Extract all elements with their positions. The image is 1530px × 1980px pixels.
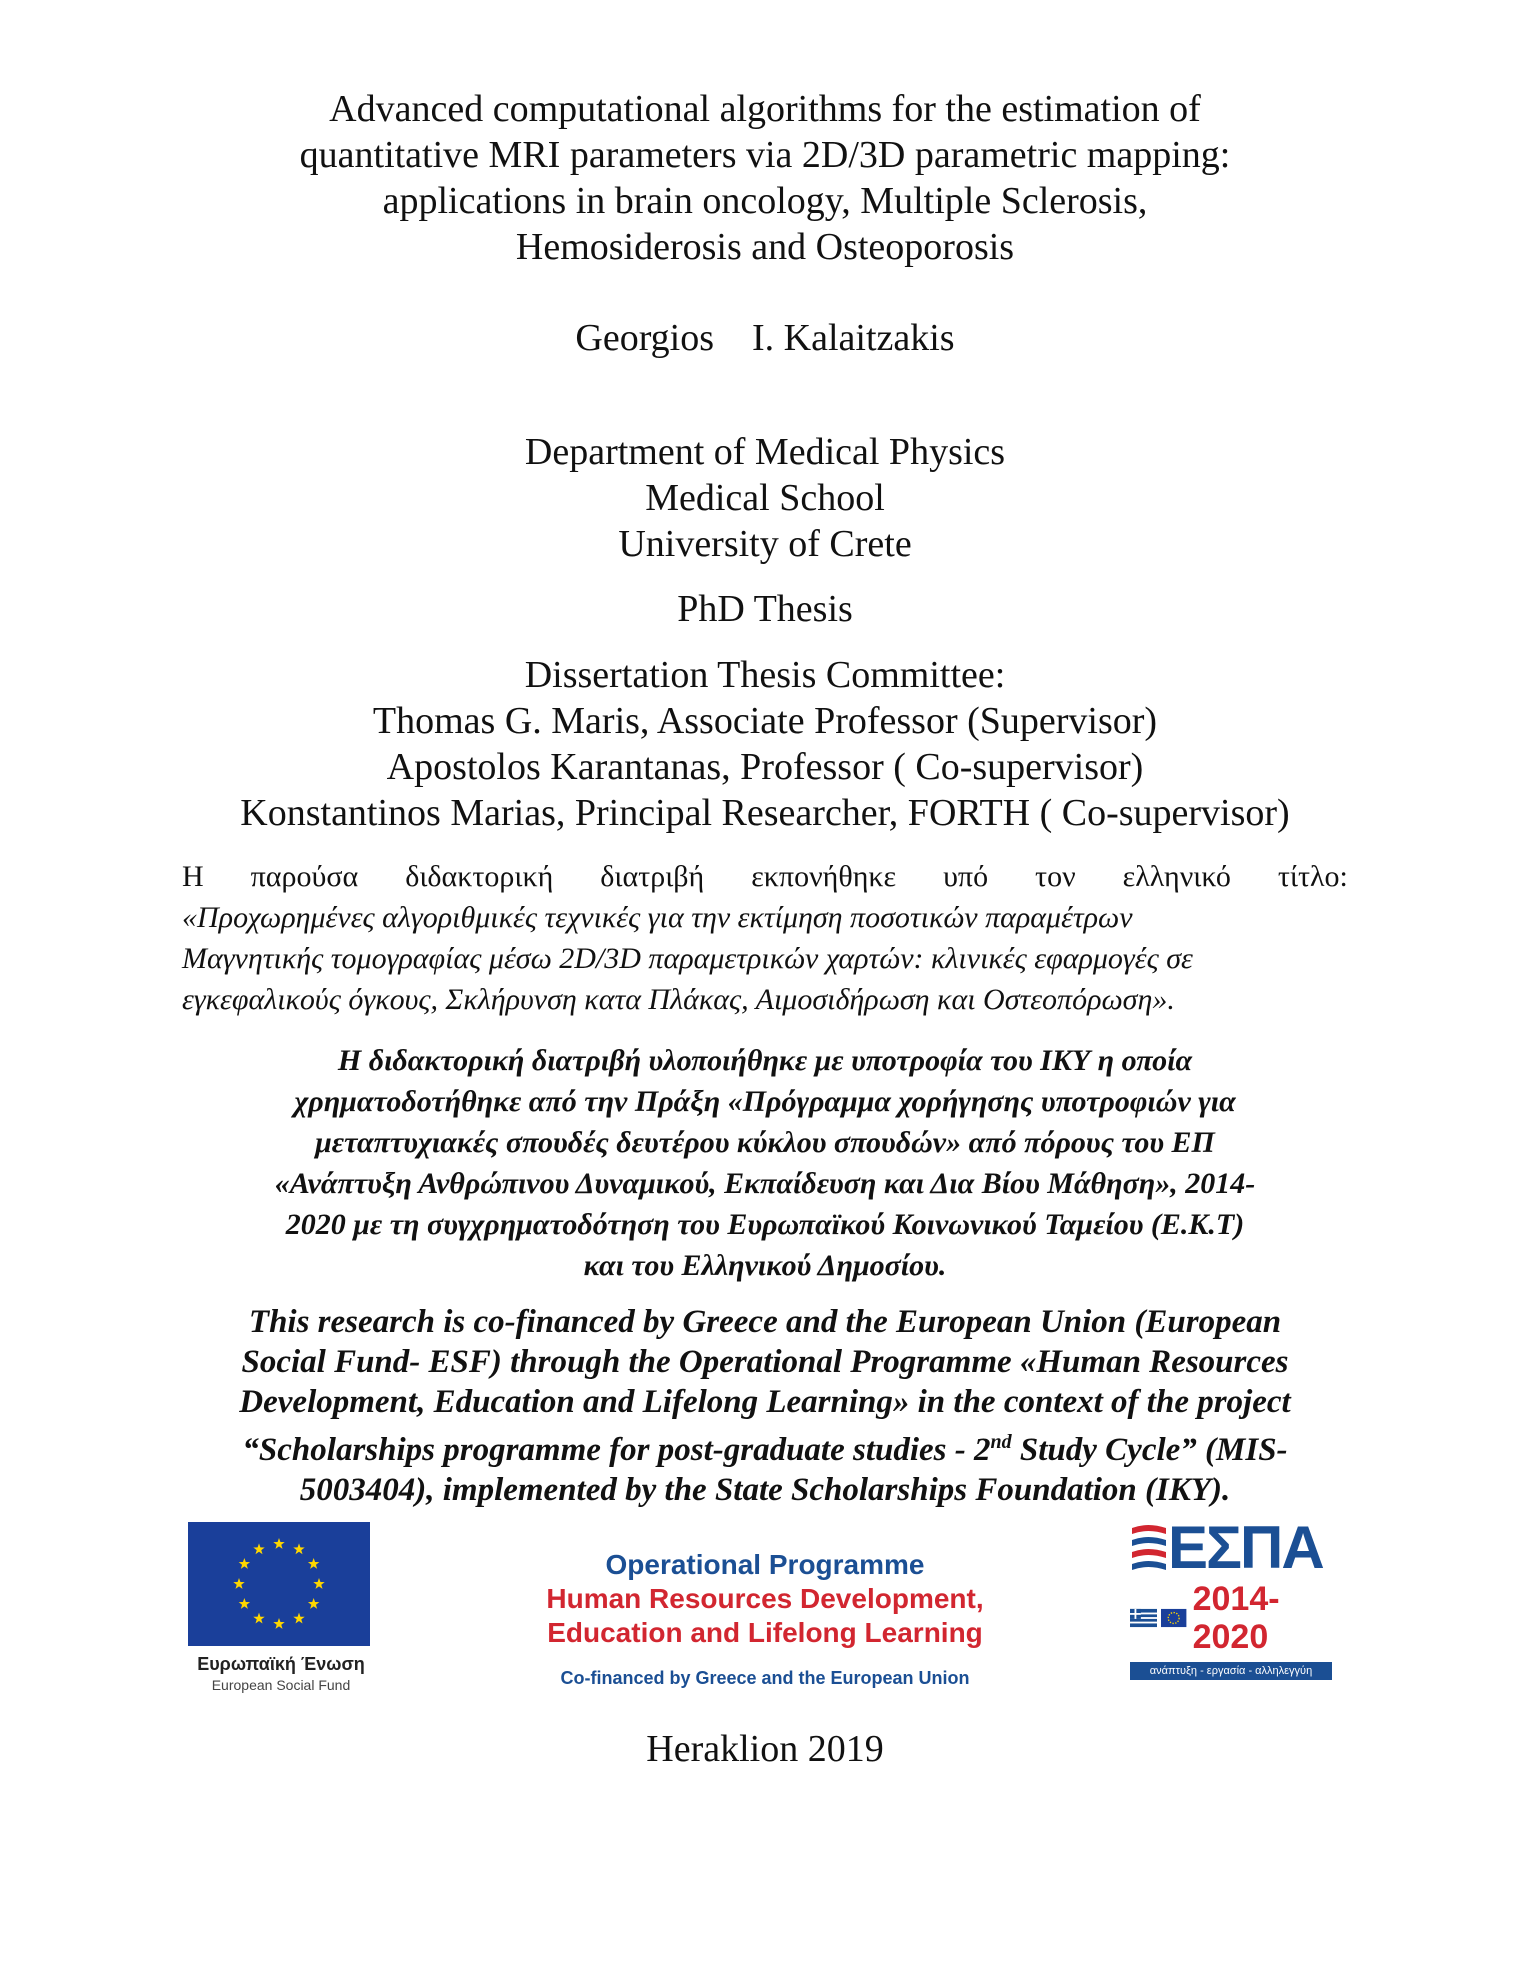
school: Medical School [645, 477, 885, 519]
committee-member: Apostolos Karantanas, Professor ( Co-supervisor) [386, 746, 1144, 788]
place-year-text: Heraklion 2019 [646, 1728, 884, 1770]
greek-note-intro-word: τον [1035, 860, 1076, 893]
eu-star-icon [308, 1558, 319, 1569]
greek-title-line: εγκεφαλικούς όγκους, Σκλήρυνση κατα Πλάκας, Αιμοσιδήρωση και Οστεοπόρωση». [182, 983, 1175, 1016]
department: Department of Medical Physics [524, 431, 1006, 473]
greek-title-line: Μαγνητικής τομογραφίας μέσω 2D/3D παραμετρικών χαρτών: κλινικές εφαρμογές σε [182, 942, 1193, 975]
espa-years-row [1130, 1580, 1340, 1656]
eu-small-flag-icon [1161, 1608, 1186, 1628]
op-line-1: Operational Programme [605, 1549, 925, 1580]
committee-heading: Dissertation Thesis Committee: [524, 654, 1006, 696]
espa-tagline: ανάπτυξη - εργασία - αλληλεγγύη [1130, 1662, 1332, 1680]
op-line-3: Education and Lifelong Learning [547, 1617, 983, 1648]
greek-title-line: «Προχωρημένες αλγοριθμικές τεχνικές για την εκτίμηση ποσοτικών παραμέτρων [182, 901, 1133, 934]
greek-flag-icon [1130, 1608, 1157, 1628]
greek-note-intro-word: τίτλο: [1277, 860, 1348, 893]
eu-star-icon [273, 1618, 284, 1629]
eu-flag-icon [188, 1522, 370, 1646]
eu-star-icon [308, 1598, 319, 1609]
title-line: Hemosiderosis and Osteoporosis [515, 226, 1015, 268]
eu-star-icon [293, 1543, 304, 1554]
eu-star-icon [239, 1598, 250, 1609]
eu-logo [188, 1522, 374, 1693]
greek-note-intro-word: εκπονήθηκε [751, 860, 897, 893]
title-line: applications in brain oncology, Multiple Sclerosis, [382, 180, 1148, 222]
eu-stars-icon [188, 1522, 370, 1646]
degree-type [0, 586, 1530, 632]
en-funding-part: Study Cycle” (MIS- [1011, 1432, 1288, 1468]
en-funding-line [0, 1422, 1530, 1470]
committee-member: Thomas G. Maris, Associate Professor (Supervisor) [372, 700, 1158, 742]
ordinal-suffix: nd [990, 1431, 1012, 1453]
eu-star-icon [273, 1538, 284, 1549]
committee [0, 652, 1530, 836]
greek-funding-line: μεταπτυχιακές σπουδές δευτέρου κύκλου σπουδών» από πόρους του ΕΠ [315, 1126, 1215, 1159]
affiliation [0, 429, 1530, 567]
greek-funding-line: Η διδακτορική διατριβή υλοποιήθηκε με υποτροφία του ΙΚΥ η οποία [337, 1044, 1193, 1077]
greek-title-note [182, 856, 1348, 1020]
op-line-2: Human Resources Development, [546, 1583, 984, 1614]
eu-star-icon [233, 1578, 244, 1589]
greek-funding-statement [0, 1040, 1530, 1286]
author-name [0, 315, 1530, 361]
greek-funding-line: «Ανάπτυξη Ανθρώπινου Δυναμικού, Εκπαίδευση και Δια Βίου Μάθηση», 2014- [274, 1167, 1256, 1200]
greek-funding-line: χρηματοδοτήθηκε από την Πράξη «Πρόγραμμα χορήγησης υποτροφιών για [294, 1085, 1236, 1118]
en-funding-part: “Scholarships programme for post-graduate studies - 2 [242, 1432, 991, 1468]
eu-star-icon [293, 1613, 304, 1624]
eu-star-icon [253, 1543, 264, 1554]
en-funding-line: Development, Education and Lifelong Learning» in the context of the project [239, 1384, 1291, 1420]
greek-note-intro-word: διδακτορική [405, 860, 554, 893]
greek-note-intro-word: παρούσα [250, 860, 359, 893]
greek-note-intro-word: υπό [943, 860, 989, 893]
title-line: quantitative MRI parameters via 2D/3D parametric mapping: [299, 134, 1231, 176]
op-line-4: Co-financed by Greece and the European Union [560, 1668, 970, 1688]
espa-logo [1130, 1514, 1340, 1680]
eu-fund-name: European Social Fund [211, 1677, 351, 1693]
en-funding-line: 5003404), implemented by the State Scholarships Foundation (IKY). [299, 1472, 1231, 1508]
eu-star-icon [239, 1558, 250, 1569]
greek-note-intro-word: Η [182, 860, 204, 893]
university: University of Crete [618, 523, 912, 565]
committee-member: Konstantinos Marias, Principal Researcher, FORTH ( Co-supervisor) [240, 792, 1290, 834]
greek-note-intro-word: ελληνικό [1122, 860, 1231, 893]
espa-header [1130, 1514, 1340, 1581]
espa-word: ΕΣΠΑ [1168, 1514, 1323, 1581]
english-funding-statement [0, 1302, 1530, 1510]
greek-funding-line: και του Ελληνικού Δημοσίου. [583, 1249, 947, 1282]
eu-star-icon [253, 1613, 264, 1624]
operational-programme-logo [520, 1548, 1010, 1689]
greek-note-intro [182, 856, 1348, 897]
thesis-title [0, 86, 1530, 270]
espa-years: 2014-2020 [1192, 1580, 1280, 1656]
en-funding-line: Social Fund- ESF) through the Operational Programme «Human Resources [241, 1344, 1289, 1380]
en-funding-line: This research is co-financed by Greece and the European Union (European [248, 1304, 1282, 1340]
author-text: Georgios I. Kalaitzakis [575, 317, 955, 359]
title-line: Advanced computational algorithms for the estimation of [329, 88, 1201, 130]
degree-text: PhD Thesis [677, 588, 853, 630]
greek-note-intro-word: διατριβή [600, 860, 705, 893]
greek-funding-line: 2020 με τη συγχρηματοδότηση του Ευρωπαϊκού Κοινωνικού Ταμείου (Ε.Κ.Τ) [285, 1208, 1245, 1241]
eu-star-icon [313, 1578, 324, 1589]
place-year [0, 1726, 1530, 1772]
espa-stripes-icon [1130, 1520, 1168, 1576]
eu-name-gr: Ευρωπαϊκή Ένωση [197, 1654, 365, 1674]
